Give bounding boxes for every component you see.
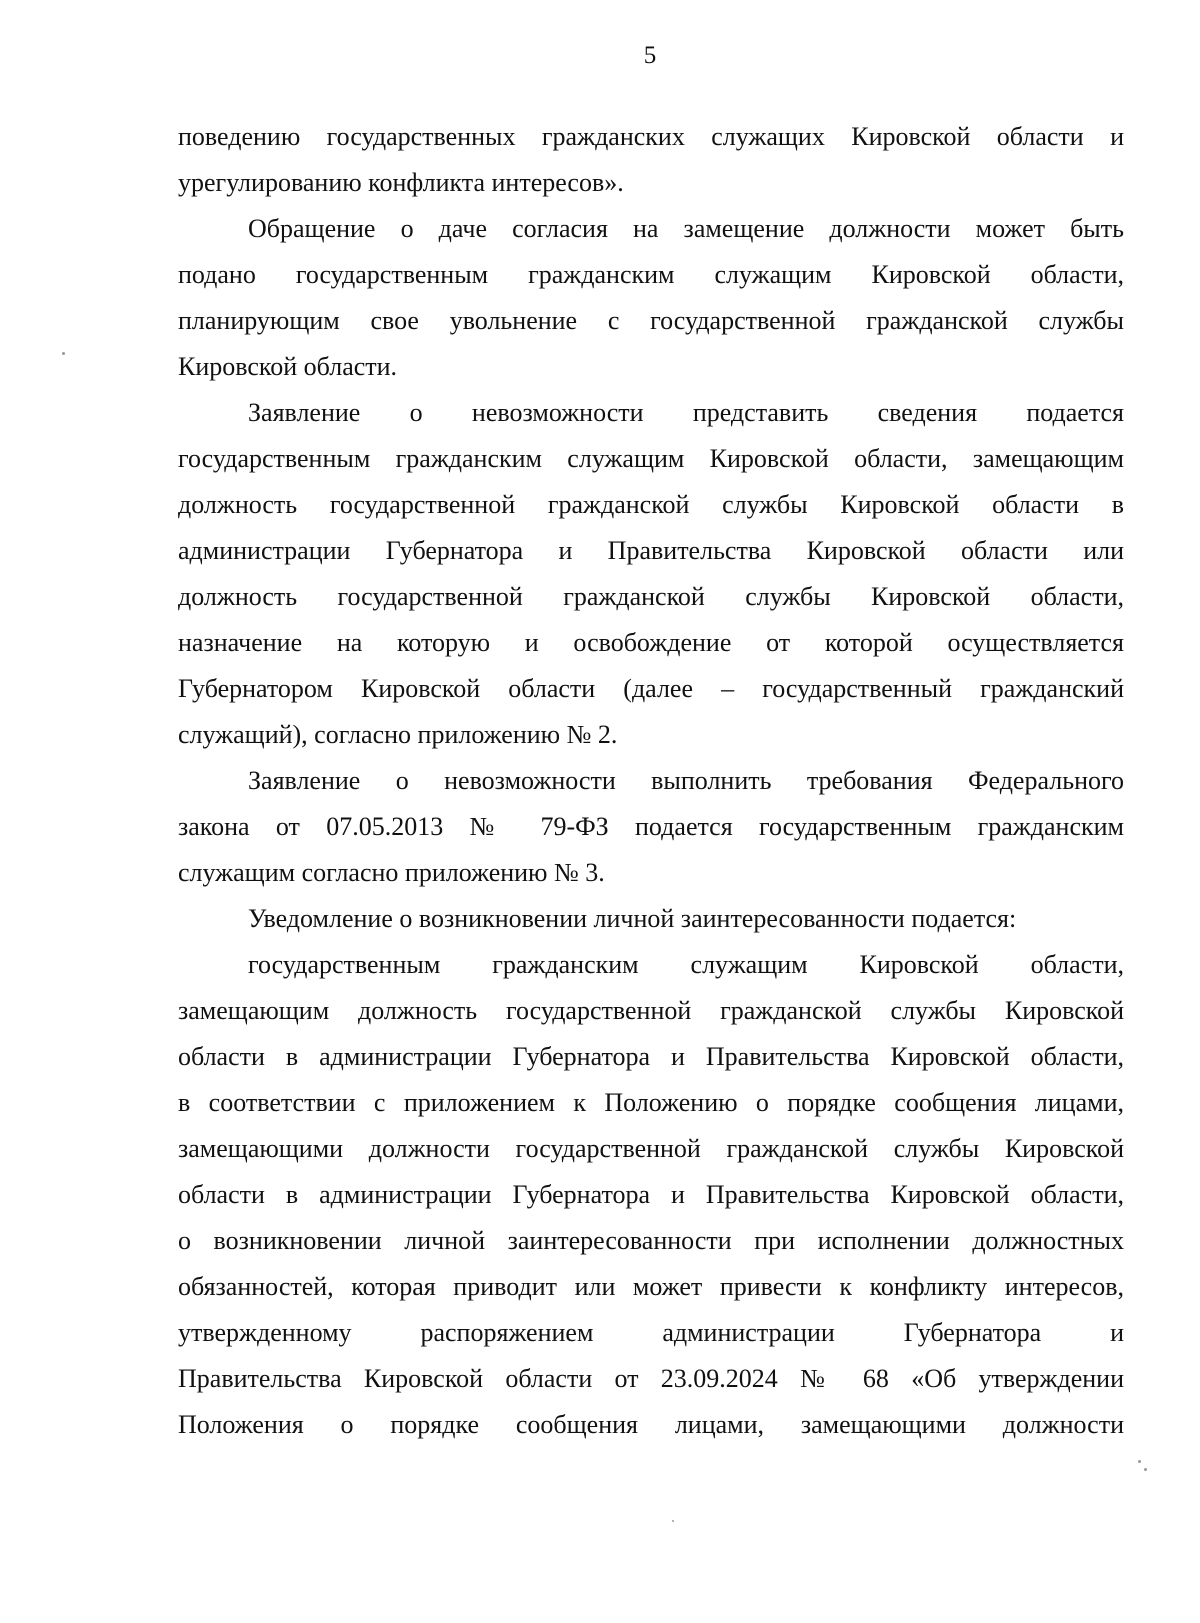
text-line: служащим согласно приложению № 3. [178, 858, 605, 887]
text-line: подано государственным гражданским служащим Кировской области, [178, 260, 1124, 289]
text-line: Заявление о невозможности представить сведения подается [248, 398, 1124, 427]
text-line: служащий), согласно приложению № 2. [178, 720, 618, 749]
text-line: Заявление о невозможности выполнить требования Федерального [248, 766, 1124, 795]
text-line: области в администрации Губернатора и Правительства Кировской области, [178, 1180, 1124, 1209]
text-line: урегулированию конфликта интересов». [178, 168, 624, 197]
text-line: замещающими должности государственной гражданской службы Кировской [178, 1134, 1124, 1163]
text-line: Положения о порядке сообщения лицами, замещающими должности [178, 1410, 1124, 1439]
text-line: в соответствии с приложением к Положению о порядке сообщения лицами, [178, 1088, 1124, 1117]
scan-speck [1144, 1468, 1147, 1471]
text-line: назначение на которую и освобождение от которой осуществляется [178, 628, 1124, 657]
text-line: должность государственной гражданской службы Кировской области, [178, 582, 1124, 611]
text-line: обязанностей, которая приводит или может привести к конфликту интересов, [178, 1272, 1124, 1301]
text-line: Уведомление о возникновении личной заинтересованности подается: [248, 904, 1017, 933]
scan-speck [672, 1520, 674, 1522]
text-line: поведению государственных гражданских служащих Кировской области и [178, 122, 1124, 151]
text-line: государственным гражданским служащим Кировской области, [248, 950, 1124, 979]
text-line: Правительства Кировской области от 23.09.2024 № 68 «Об утверждении [178, 1364, 1124, 1393]
text-line: государственным гражданским служащим Кировской области, замещающим [178, 444, 1124, 473]
text-line: администрации Губернатора и Правительства Кировской области или [178, 536, 1124, 565]
text-line: о возникновении личной заинтересованности при исполнении должностных [178, 1226, 1124, 1255]
text-line: Кировской области. [178, 352, 398, 381]
text-line: замещающим должность государственной гражданской службы Кировской [178, 996, 1124, 1025]
text-line: планирующим свое увольнение с государственной гражданской службы [178, 306, 1124, 335]
page-number: 5 [643, 42, 657, 69]
text-line: должность государственной гражданской службы Кировской области в [178, 490, 1124, 519]
scan-speck [1138, 1460, 1141, 1463]
text-line: Обращение о даче согласия на замещение должности может быть [248, 214, 1124, 243]
scan-speck [62, 352, 65, 355]
text-line: области в администрации Губернатора и Правительства Кировской области, [178, 1042, 1124, 1071]
text-line: Губернатором Кировской области (далее – государственный гражданский [178, 674, 1124, 703]
text-line: утвержденному распоряжением администрации Губернатора и [178, 1318, 1124, 1347]
text-line: закона от 07.05.2013 № 79-ФЗ подается государственным гражданским [178, 812, 1124, 841]
